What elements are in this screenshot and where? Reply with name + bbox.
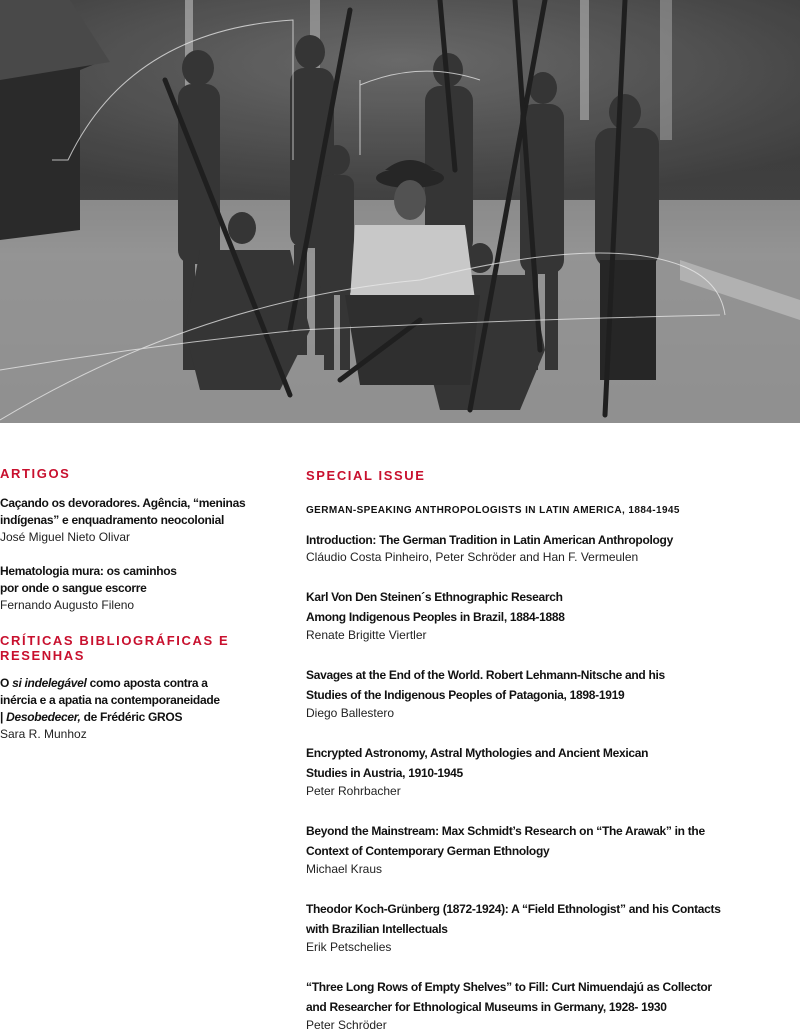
article-title[interactable] (306, 977, 786, 1017)
artigos-heading: ARTIGOS (0, 466, 71, 481)
article-title-line: Savages at the End of the World. Robert Lehmann-Nitsche and his (306, 668, 665, 682)
review-title-italic: si indelegável (12, 676, 87, 690)
article-title[interactable] (306, 665, 786, 705)
review-author: Sara R. Munhoz (0, 727, 87, 741)
article-item[interactable] (0, 495, 290, 545)
article-item[interactable] (306, 899, 786, 955)
criticas-section (0, 633, 290, 742)
article-author: Peter Rohrbacher (306, 784, 401, 798)
article-title[interactable] (306, 821, 786, 861)
article-title[interactable] (306, 899, 786, 939)
cover-photo-illustration (0, 0, 800, 423)
special-issue-subheading: GERMAN-SPEAKING ANTHROPOLOGISTS IN LATIN AMERICA, 1884-1945 (306, 505, 680, 516)
photo-grain (0, 0, 800, 423)
review-title-line (0, 675, 290, 692)
article-title[interactable] (0, 563, 290, 597)
article-title-line: Studies in Austria, 1910-1945 (306, 766, 463, 780)
review-title-text: O (0, 676, 13, 690)
right-column (306, 468, 786, 1033)
article-item[interactable] (306, 665, 786, 721)
review-title-text: de Frédéric GROS (80, 710, 183, 724)
article-title-line: Beyond the Mainstream: Max Schmidt’s Research on “The Arawak” in the (306, 824, 705, 838)
article-author: Cláudio Costa Pinheiro, Peter Schröder and Han F. Vermeulen (306, 550, 639, 564)
article-title-line: Context of Contemporary German Ethnology (306, 844, 550, 858)
cover-photo (0, 0, 800, 423)
article-title-line: Theodor Koch-Grünberg (1872-1924): A “Field Ethnologist” and his Contacts (306, 902, 721, 916)
article-title-line: Encrypted Astronomy, Astral Mythologies and Ancient Mexican (306, 746, 649, 760)
article-author: José Miguel Nieto Olivar (0, 530, 131, 544)
article-title-line: indígenas” e enquadramento neocolonial (0, 513, 224, 527)
article-author: Diego Ballestero (306, 706, 395, 720)
article-title[interactable] (0, 495, 290, 529)
article-author: Michael Kraus (306, 862, 383, 876)
article-author: Peter Schröder (306, 1018, 387, 1032)
article-title-line: Caçando os devoradores. Agência, “meninas (0, 496, 246, 510)
article-title-line: “Three Long Rows of Empty Shelves” to Fill: Curt Nimuendajú as Collector (306, 980, 712, 994)
article-item[interactable] (306, 821, 786, 877)
article-title-line: Hematologia mura: os caminhos (0, 564, 177, 578)
article-item[interactable] (306, 977, 786, 1033)
article-title-line: Karl Von Den Steinen´s Ethnographic Research (306, 590, 563, 604)
article-title[interactable] (306, 587, 786, 627)
article-item[interactable] (306, 743, 786, 799)
review-item[interactable] (0, 675, 290, 742)
special-issue-heading: SPECIAL ISSUE (306, 468, 426, 483)
article-author: Renate Brigitte Viertler (306, 628, 427, 642)
article-title-line: por onde o sangue escorre (0, 581, 147, 595)
article-title[interactable] (306, 743, 786, 783)
article-author: Fernando Augusto Fileno (0, 598, 135, 612)
article-title[interactable] (306, 532, 786, 549)
article-title-line: with Brazilian Intellectuals (306, 922, 448, 936)
article-title-line: Introduction: The German Tradition in Latin American Anthropology (306, 533, 673, 547)
review-title-text: como aposta contra a (86, 676, 208, 690)
review-title[interactable] (0, 675, 290, 726)
article-title-line: Among Indigenous Peoples in Brazil, 1884-1888 (306, 610, 565, 624)
article-item[interactable] (0, 563, 290, 613)
article-item[interactable] (306, 532, 786, 565)
review-title-line (0, 709, 290, 726)
review-title-line: inércia e a apatia na contemporaneidade (0, 693, 220, 707)
article-author: Erik Petschelies (306, 940, 392, 954)
criticas-heading: CRÍTICAS BIBLIOGRÁFICAS E RESENHAS (0, 633, 230, 663)
article-item[interactable] (306, 587, 786, 643)
left-column (0, 466, 290, 742)
article-title-line: and Researcher for Ethnological Museums in Germany, 1928- 1930 (306, 1000, 667, 1014)
article-title-line: Studies of the Indigenous Peoples of Patagonia, 1898-1919 (306, 688, 625, 702)
review-title-text: | (0, 710, 7, 724)
review-title-italic: Desobedecer, (6, 710, 81, 724)
